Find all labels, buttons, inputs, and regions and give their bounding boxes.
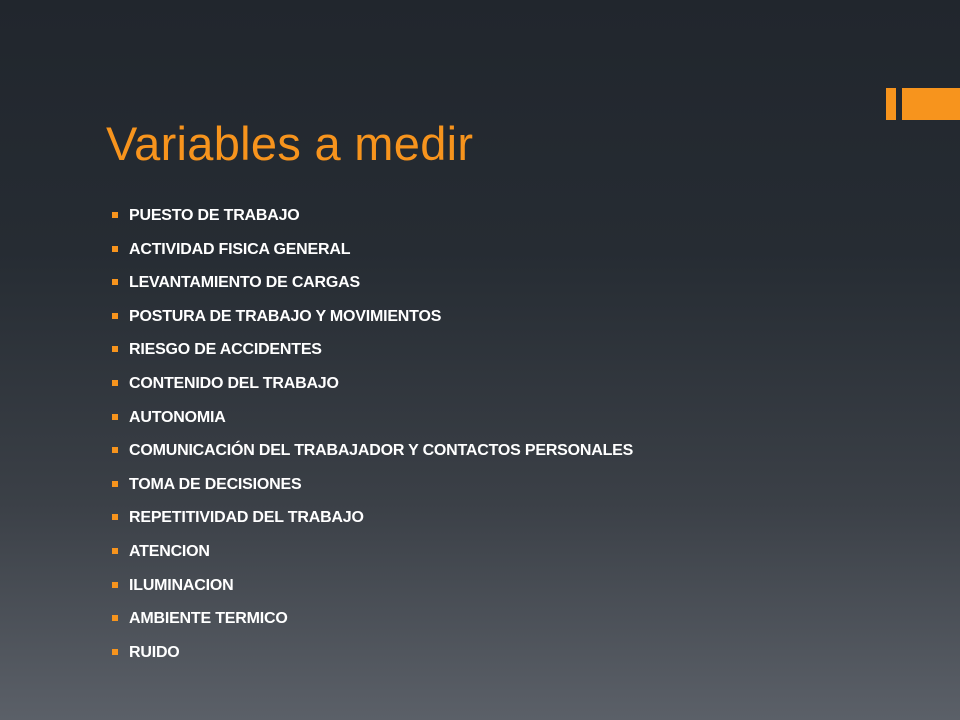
- bullet-item: [112, 569, 633, 603]
- bullet-text: RIESGO DE ACCIDENTES: [129, 341, 322, 359]
- bullet-text: CONTENIDO DEL TRABAJO: [129, 374, 339, 392]
- bullet-item: [112, 535, 633, 569]
- bullet-text: ILUMINACION: [129, 576, 234, 594]
- square-bullet-icon: [112, 548, 118, 554]
- bullet-text: AMBIENTE TERMICO: [129, 610, 288, 628]
- square-bullet-icon: [112, 380, 118, 386]
- bullet-item: [112, 434, 633, 468]
- square-bullet-icon: [112, 246, 118, 252]
- square-bullet-icon: [112, 313, 118, 319]
- bullet-text: LEVANTAMIENTO DE CARGAS: [129, 274, 360, 292]
- square-bullet-icon: [112, 649, 118, 655]
- bullet-item: [112, 333, 633, 367]
- square-bullet-icon: [112, 481, 118, 487]
- bullet-item: [112, 199, 633, 233]
- square-bullet-icon: [112, 514, 118, 520]
- square-bullet-icon: [112, 582, 118, 588]
- square-bullet-icon: [112, 279, 118, 285]
- accent-bar-decoration: [886, 88, 896, 120]
- square-bullet-icon: [112, 447, 118, 453]
- bullet-item: [112, 602, 633, 636]
- bullet-text: COMUNICACIÓN DEL TRABAJADOR Y CONTACTOS PERSONALES: [129, 442, 634, 460]
- bullet-item: [112, 367, 633, 401]
- bullet-text: ATENCION: [129, 542, 210, 560]
- bullet-item: [112, 266, 633, 300]
- square-bullet-icon: [112, 615, 118, 621]
- bullet-text: RUIDO: [129, 643, 180, 661]
- bullet-text: TOMA DE DECISIONES: [129, 475, 302, 493]
- accent-block-decoration: [902, 88, 960, 120]
- square-bullet-icon: [112, 212, 118, 218]
- bullet-item: [112, 401, 633, 435]
- square-bullet-icon: [112, 346, 118, 352]
- bullet-item: [112, 501, 633, 535]
- bullet-text: ACTIVIDAD FISICA GENERAL: [129, 240, 351, 258]
- slide-title: Variables a medir: [106, 117, 474, 170]
- bullet-item: [112, 233, 633, 267]
- bullet-text: REPETITIVIDAD DEL TRABAJO: [129, 509, 364, 527]
- square-bullet-icon: [112, 414, 118, 420]
- bullet-item: [112, 300, 633, 334]
- bullet-text: AUTONOMIA: [129, 408, 226, 426]
- bullet-text: POSTURA DE TRABAJO Y MOVIMIENTOS: [129, 307, 442, 325]
- bullet-text: PUESTO DE TRABAJO: [129, 207, 300, 224]
- bullet-list: [112, 199, 633, 669]
- bullet-item: [112, 468, 633, 502]
- bullet-item: [112, 636, 633, 670]
